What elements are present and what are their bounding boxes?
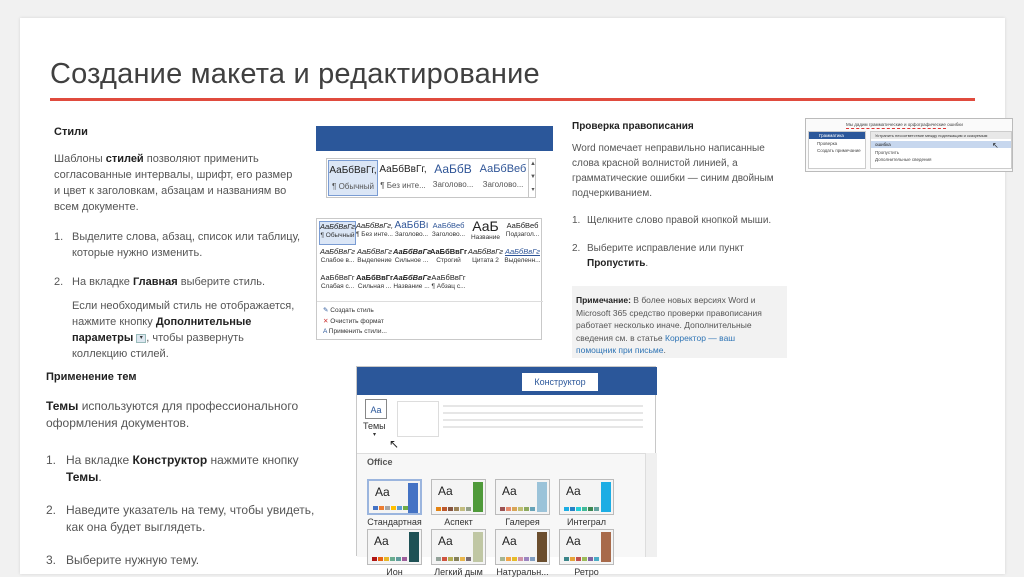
style-tile-normal[interactable]	[328, 160, 378, 196]
dropdown-scrollbar[interactable]	[645, 453, 657, 557]
theme-thumb	[367, 479, 422, 515]
gallery-cell[interactable]	[356, 273, 393, 297]
styles-intro-line4: всем документе.	[54, 201, 139, 213]
themes-intro-bold: Темы	[46, 399, 79, 413]
themes-screenshot	[356, 366, 656, 577]
styles-step1	[72, 229, 322, 261]
theme-colors	[372, 557, 407, 561]
cell-name: ¶ Обычный	[320, 232, 355, 239]
themes-button-label: Темы	[363, 421, 386, 431]
styles-step2-num: 2.	[54, 276, 64, 288]
style-gallery-expanded	[316, 218, 542, 340]
spelling-step2-num: 2.	[572, 243, 581, 254]
cell-name: Подзагол...	[505, 231, 540, 238]
themes-step3-num: 3.	[46, 553, 57, 567]
styles-heading: Стили	[54, 126, 88, 138]
theme-thumb	[367, 529, 422, 565]
mouse-cursor-icon: ↖	[992, 141, 999, 150]
style-sample: АаБбВ	[434, 162, 472, 176]
chevron-down-icon: ▾	[373, 432, 377, 438]
theme-aa: Aa	[438, 484, 453, 498]
spell-menu-2[interactable]: ошибка	[871, 141, 1011, 148]
gallery-cell[interactable]	[393, 221, 430, 245]
styles-step2	[72, 274, 265, 290]
themes-step2-num: 2.	[46, 503, 57, 517]
styles-intro-line3: и цвет к заголовкам, абзацам и названиям во	[54, 185, 287, 197]
styles-step2-pre: На вкладке	[72, 276, 133, 288]
styles-tip-line2-pre: нажмите кнопку	[72, 316, 156, 328]
spelling-step2-post: .	[645, 258, 649, 269]
cell-sample: АаБбВвГг	[357, 247, 392, 256]
spelling-intro	[572, 141, 797, 201]
note-line4-pre: сведения см. в статье	[576, 332, 665, 343]
spelling-step2-line1: Выберите исправление или пункт	[587, 243, 744, 254]
create-style-icon: ✎	[323, 307, 329, 314]
theme-name: Ион	[386, 567, 403, 577]
more-options-icon[interactable]: ▾	[136, 334, 146, 343]
office-group-label: Office	[367, 457, 393, 467]
tab-design[interactable]: Конструктор	[522, 373, 598, 391]
theme-colors	[436, 557, 471, 561]
cell-sample: АаБбВеб	[506, 221, 539, 230]
gallery-cell[interactable]	[356, 221, 393, 245]
theme-stripe	[473, 532, 483, 562]
cell-name: Название	[470, 234, 501, 241]
slide-title: Создание макета и редактирование	[50, 58, 540, 90]
menu-label: Применить стили...	[328, 328, 387, 335]
cell-sample: АаБбВвГг,	[356, 221, 394, 230]
themes-step2-line2: как она будет выглядеть.	[66, 520, 206, 534]
cell-name: ¶ Без инте...	[356, 231, 393, 238]
style-tile-heading1[interactable]	[428, 160, 478, 196]
themes-step2-line1: Наведите указатель на тему, чтобы увидеть,	[66, 503, 315, 517]
cell-name: Сильное ...	[394, 257, 429, 264]
gallery-cell[interactable]	[504, 247, 541, 271]
theme-standard[interactable]	[367, 479, 422, 527]
cell-name: Строгий	[436, 257, 461, 264]
gallery-cell[interactable]	[356, 247, 393, 271]
themes-step1-end: .	[98, 470, 102, 484]
cell-name: Цитата 2	[472, 257, 499, 264]
theme-colors	[500, 557, 535, 561]
styles-tip-line4: коллекцию стилей.	[72, 348, 169, 360]
theme-stripe	[408, 483, 418, 513]
theme-gallery[interactable]	[495, 479, 550, 527]
themes-intro-line2: оформления документов.	[46, 416, 190, 430]
theme-light-smoke[interactable]	[431, 529, 486, 577]
note-text	[576, 294, 788, 357]
themes-step1	[66, 452, 356, 486]
note-end: .	[663, 345, 666, 355]
note-line1: В более новых версиях Word и	[630, 295, 756, 305]
red-wavy-underline	[846, 128, 946, 129]
theme-thumb	[431, 479, 486, 515]
menu-clear-format[interactable]	[323, 317, 384, 325]
cell-sample: АаБбВвГг	[356, 273, 394, 282]
styles-tip-line3-bold: параметры	[72, 332, 134, 344]
cell-sample: АаБбВı	[394, 220, 429, 231]
cell-sample: АаБбВвГг	[393, 247, 432, 256]
cell-name: Заголово...	[431, 231, 466, 238]
mouse-cursor-icon: ↖	[389, 437, 400, 451]
themes-step3: Выберите нужную тему.	[66, 553, 200, 567]
cell-sample: АаБбВвГг	[430, 247, 468, 256]
spell-menu-3[interactable]: Пропустить	[875, 150, 900, 155]
ribbon-bar	[357, 367, 657, 395]
styles-tip-line1: Если необходимый стиль не отображается,	[72, 300, 295, 312]
spelling-step1-num: 1.	[572, 215, 581, 226]
themes-button[interactable]	[363, 399, 393, 441]
menu-apply-styles[interactable]	[323, 328, 387, 335]
theme-ion[interactable]	[367, 529, 422, 577]
document-format-preview	[397, 401, 439, 437]
theme-natural[interactable]	[495, 529, 550, 577]
spelling-step2-bold: Пропустить	[587, 258, 646, 269]
style-tile-no-spacing[interactable]	[378, 160, 428, 196]
cell-sample: АаБбВвГг	[431, 273, 466, 282]
theme-colors	[564, 507, 599, 511]
theme-name: Натуральн...	[496, 567, 549, 577]
theme-thumb	[559, 479, 614, 515]
styles-step1-num: 1.	[54, 231, 64, 243]
menu-divider	[317, 301, 543, 302]
styles-intro-line1: позволяют применить	[143, 153, 259, 165]
cell-sample: АаБбВеб	[432, 221, 465, 230]
note-box	[572, 286, 787, 358]
menu-label: Очистить формат	[330, 318, 384, 325]
cell-sample: АаБбВвГг	[468, 247, 503, 256]
theme-stripe	[409, 532, 419, 562]
theme-aa: Aa	[566, 484, 581, 498]
theme-aa: Aa	[374, 534, 389, 548]
slide	[20, 18, 1005, 577]
spelling-line3: грамматические ошибки — синим двойным	[572, 173, 774, 184]
theme-name: Легкий дым	[434, 567, 483, 577]
gallery-cell[interactable]	[467, 219, 504, 243]
cell-sample: АаБбВвГг	[320, 247, 355, 256]
theme-name: Галерея	[505, 517, 540, 527]
gallery-cell[interactable]	[319, 273, 356, 297]
style-name: Заголово...	[482, 180, 524, 189]
spell-menu-4[interactable]: Дополнительные сведения	[875, 157, 932, 162]
theme-stripe	[537, 532, 547, 562]
styles-intro-pre: Шаблоны	[54, 153, 106, 165]
themes-step1-bold2: Темы	[66, 470, 99, 484]
style-tile-heading2[interactable]	[478, 160, 528, 196]
theme-thumb	[495, 479, 550, 515]
style-gallery-screenshot	[316, 126, 553, 206]
ribbon-bar	[316, 126, 553, 151]
themes-intro	[46, 398, 346, 432]
styles-intro-bold: стилей	[105, 153, 144, 165]
spell-menu-1[interactable]: Устранить несоответствие между подлежащим и сказуемым	[871, 132, 1011, 139]
theme-colors	[436, 507, 471, 511]
theme-aa: Aa	[566, 534, 581, 548]
spell-left-1[interactable]: Проверка	[817, 141, 838, 146]
note-link[interactable]: Корректор — ваш	[665, 332, 736, 343]
title-underline	[50, 98, 975, 101]
spell-sentence: Мы дадим грамматические и орфографические ошибки	[846, 122, 963, 127]
gallery-cell[interactable]	[430, 273, 467, 297]
spell-context-menu	[870, 131, 1012, 169]
styles-intro	[54, 151, 324, 215]
themes-step1-bold: Конструктор	[132, 453, 208, 467]
styles-step2-post: выберите стиль.	[177, 276, 266, 288]
themes-step1-num: 1.	[46, 453, 57, 467]
cell-name: Заголово...	[394, 231, 429, 238]
theme-thumb	[431, 529, 486, 565]
style-name: ¶ Без инте...	[380, 181, 426, 190]
styles-step1-line1: Выделите слова, абзац, список или таблицу,	[72, 231, 301, 243]
spelling-line2: слова красной волнистой линией, а	[572, 158, 738, 169]
cell-name: Слабое в...	[320, 257, 355, 264]
note-line2: Microsoft 365 средство проверки правописания	[576, 307, 762, 318]
themes-step1-pre: На вкладке	[66, 453, 133, 467]
theme-colors	[373, 506, 408, 510]
theme-aa: Aa	[502, 534, 517, 548]
styles-tip	[72, 298, 332, 362]
theme-colors	[500, 507, 535, 511]
gallery-cell[interactable]	[393, 273, 430, 297]
note-link-cont[interactable]: помощник при письме	[576, 345, 664, 355]
apply-styles-icon: A	[323, 328, 327, 335]
cell-sample: АаБбВвГг	[505, 247, 540, 256]
gallery-cell[interactable]	[430, 221, 467, 245]
style-sample: АаБбВеб	[479, 163, 527, 175]
spelling-step2	[587, 241, 744, 271]
cell-name: Выделение	[357, 257, 392, 264]
menu-label: Создать стиль	[330, 307, 374, 314]
theme-stripe	[473, 482, 483, 512]
theme-stripe	[537, 482, 547, 512]
cell-sample: АаБбВвГг,	[320, 222, 358, 231]
cell-sample: АаБбВвГг	[320, 273, 355, 282]
styles-step1-line2: которые нужно изменить.	[72, 247, 203, 259]
theme-stripe	[601, 482, 611, 512]
cell-name: ¶ Абзац с...	[431, 283, 466, 290]
spelling-heading: Проверка правописания	[572, 121, 694, 132]
note-line3: работает несколько иначе. Дополнительные	[576, 320, 752, 330]
gallery-scroll-arrows[interactable]: ▲ ▼ ▾	[528, 158, 537, 198]
themes-step2	[66, 502, 356, 536]
cell-sample: АаБбВвГг	[393, 273, 432, 282]
themes-step1-post: нажмите кнопку	[207, 453, 299, 467]
cell-name: Слабая с...	[320, 283, 355, 290]
styles-tip-line3-post: , чтобы развернуть	[146, 332, 244, 344]
menu-create-style[interactable]	[323, 306, 374, 314]
theme-stripe	[601, 532, 611, 562]
theme-aa: Aa	[502, 484, 517, 498]
spelling-line1: Word помечает неправильно написанные	[572, 143, 765, 154]
note-bold: Примечание:	[576, 295, 631, 305]
gallery-cell[interactable]	[319, 221, 356, 245]
cell-name: Выделенн...	[504, 257, 541, 264]
theme-aa: Aa	[375, 485, 390, 499]
theme-name: Интеграл	[566, 517, 606, 527]
styles-intro-line2: согласованные интервалы, шрифт, его размер	[54, 169, 293, 181]
theme-name: Ретро	[574, 567, 599, 577]
spelling-line4: подчеркиванием.	[572, 188, 652, 199]
style-sample: АаБбВвГг,	[329, 165, 377, 176]
style-sample: АаБбВвГг,	[379, 164, 427, 175]
theme-thumb	[559, 529, 614, 565]
cell-name: Название ...	[393, 283, 430, 290]
theme-integral[interactable]	[559, 479, 614, 527]
theme-colors	[564, 557, 599, 561]
style-name: ¶ Обычный	[332, 182, 374, 191]
themes-heading: Применение тем	[46, 371, 137, 383]
spelling-screenshot	[805, 118, 1013, 172]
style-name: Заголово...	[432, 180, 474, 189]
cell-name: Сильная ...	[357, 283, 392, 290]
gallery-cell[interactable]	[393, 247, 430, 271]
theme-retro[interactable]	[559, 529, 614, 577]
styles-tip-line2-bold: Дополнительные	[155, 316, 252, 328]
gallery-cell[interactable]	[319, 247, 356, 271]
clear-format-icon: ✕	[323, 318, 329, 325]
theme-name: Аспект	[444, 517, 473, 527]
spelling-step1: Щелкните слово правой кнопкой мыши.	[587, 215, 772, 226]
format-previews	[443, 405, 643, 433]
styles-step2-bold: Главная	[132, 276, 178, 288]
cell-sample: АаБ	[472, 218, 499, 234]
themes-intro-line1: используются для профессионального	[78, 399, 299, 413]
gallery-cell[interactable]	[430, 247, 467, 271]
spell-menu-head: Грамматика	[809, 132, 865, 139]
spell-left-menu	[808, 131, 866, 169]
gallery-cell[interactable]	[467, 247, 504, 271]
theme-name: Стандартная	[367, 517, 422, 527]
theme-thumb	[495, 529, 550, 565]
theme-aspect[interactable]	[431, 479, 486, 527]
spell-left-2[interactable]: Создать примечание	[817, 148, 861, 153]
theme-aa: Aa	[438, 534, 453, 548]
gallery-cell[interactable]	[504, 221, 541, 245]
themes-icon: Aa	[365, 399, 387, 419]
